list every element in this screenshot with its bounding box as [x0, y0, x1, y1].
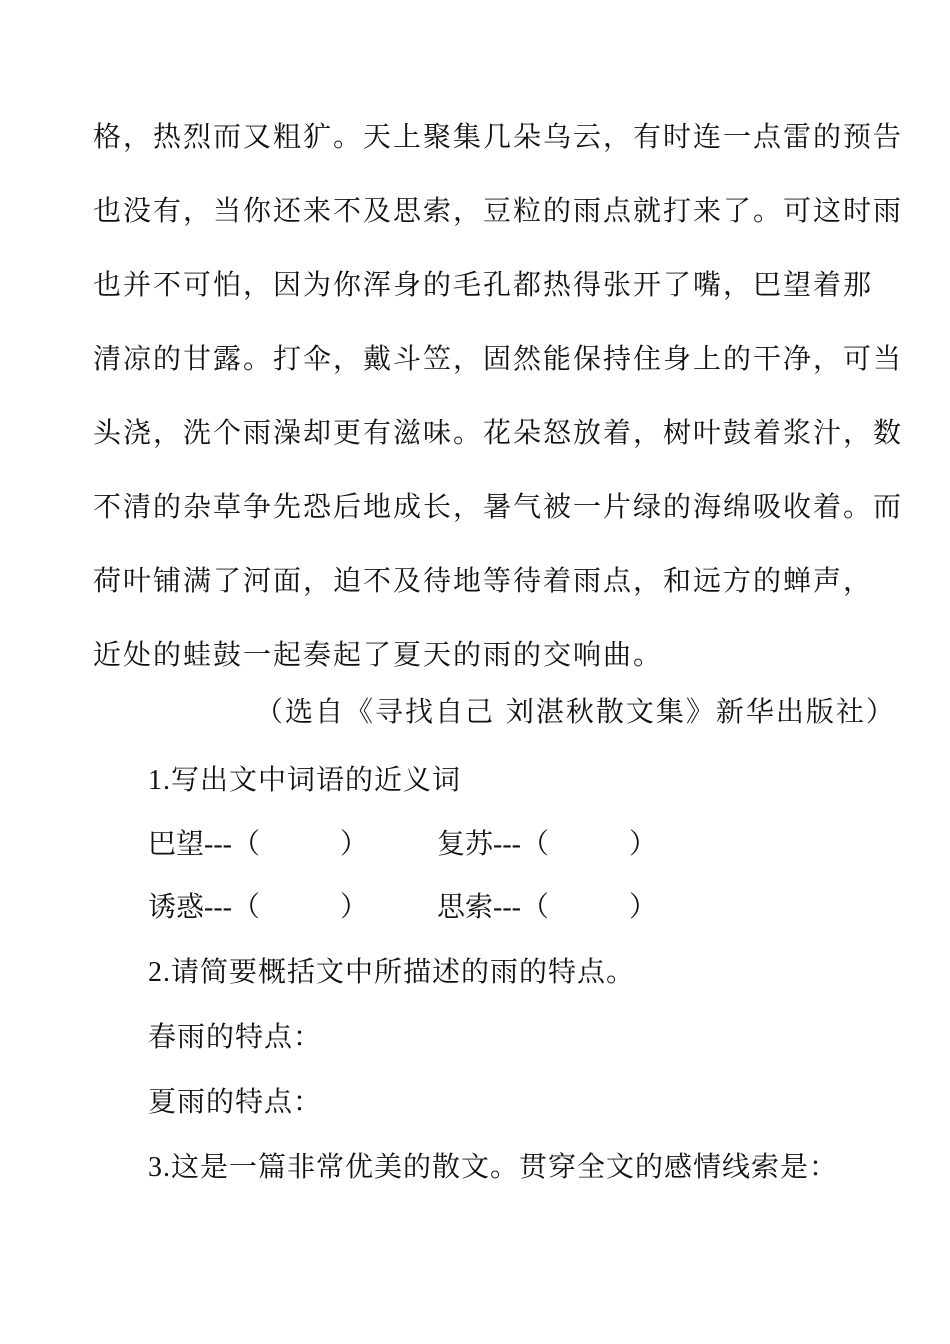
- spring-rain-label: 春雨的特点：: [148, 1022, 323, 1053]
- synonym-word: 诱惑---（: [148, 892, 260, 923]
- summer-rain-label: 夏雨的特点：: [148, 1087, 323, 1118]
- passage-line: 格，热烈而又粗犷。天上聚集几朵乌云，有时连一点雷的预告: [93, 120, 904, 153]
- question-2-title: 2.请简要概括文中所描述的雨的特点。: [148, 957, 636, 988]
- synonym-item: [437, 822, 657, 862]
- synonym-word: 复苏---（: [437, 829, 549, 860]
- synonym-close: ）: [339, 892, 368, 923]
- question-3-title: 3.这是一篇非常优美的散文。贯穿全文的感情线索是：: [148, 1152, 839, 1183]
- synonym-item: [148, 822, 368, 862]
- passage-line: 也并不可怕，因为你浑身的毛孔都热得张开了嘴，巴望着那: [93, 268, 874, 301]
- synonym-item: [148, 885, 368, 925]
- passage-line: 头浇，洗个雨澡却更有滋味。花朵怒放着，树叶鼓着浆汁，数: [93, 416, 904, 449]
- synonym-item: [437, 885, 657, 925]
- passage-line: 清凉的甘露。打伞，戴斗笠，固然能保持住身上的干净，可当: [93, 342, 904, 375]
- synonym-close: ）: [628, 829, 657, 860]
- synonym-word: 巴望---（: [148, 829, 260, 860]
- synonym-word: 思索---（: [437, 892, 549, 923]
- passage-line: 也没有，当你还来不及思索，豆粒的雨点就打来了。可这时雨: [93, 194, 904, 227]
- passage-paragraph: [93, 100, 904, 692]
- source-citation: （选自《寻找自己 刘湛秋散文集》新华出版社）: [255, 695, 896, 728]
- question-1-title: 1.写出文中词语的近义词: [148, 765, 462, 796]
- synonym-close: ）: [339, 829, 368, 860]
- synonym-close: ）: [628, 892, 657, 923]
- passage-line: 不清的杂草争先恐后地成长，暑气被一片绿的海绵吸收着。而: [93, 490, 904, 523]
- passage-line: 荷叶铺满了河面，迫不及待地等待着雨点，和远方的蝉声，: [93, 564, 874, 597]
- passage-line: 近处的蛙鼓一起奏起了夏天的雨的交响曲。: [93, 638, 664, 671]
